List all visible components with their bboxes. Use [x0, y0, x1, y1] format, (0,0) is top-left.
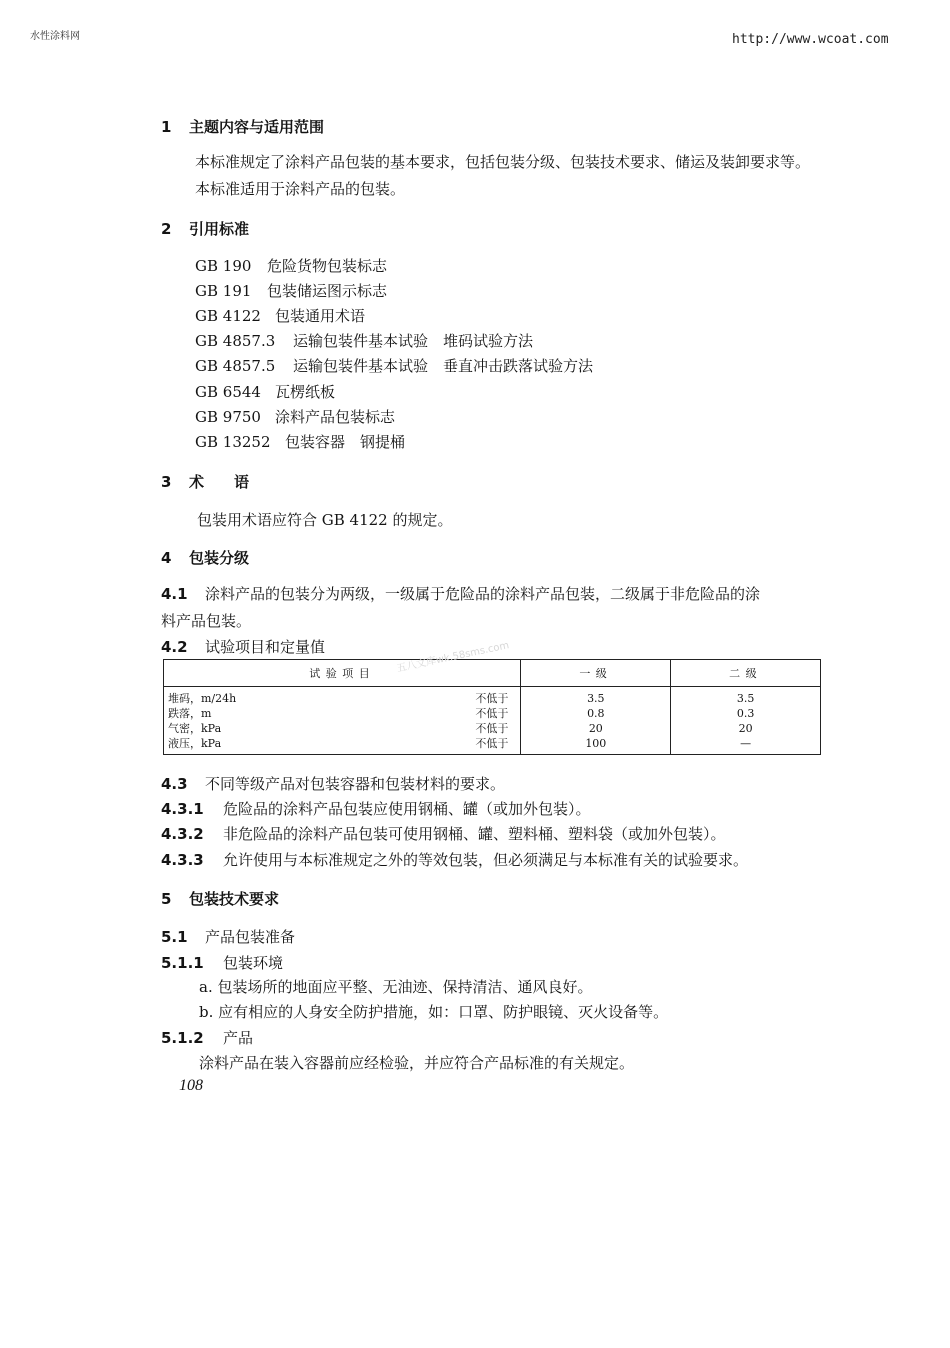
- test-item: 堆码，m/24h: [168, 692, 237, 705]
- test-item-cell: [164, 721, 521, 736]
- clause-text: 非危险品的涂料产品包装可使用钢桶、罐、塑料桶、塑料袋（或加外包装）。: [223, 825, 726, 843]
- site-url[interactable]: http://www.wcoat.com: [732, 32, 889, 47]
- clause-number: 4.3: [161, 775, 188, 793]
- clause-text: 允许使用与本标准规定之外的等效包装，但必须满足与本标准有关的试验要求。: [223, 851, 749, 869]
- clause-number: 4.3.1: [161, 800, 204, 818]
- reference-item: [195, 431, 405, 452]
- grade-1-value: 0.8: [521, 706, 671, 721]
- clause-text: 不同等级产品对包装容器和包装材料的要求。: [205, 775, 506, 793]
- test-item: 跌落，m: [168, 707, 212, 720]
- section-number: 4: [161, 549, 172, 567]
- reference-code: GB 13252: [195, 433, 271, 451]
- paragraph: 包装用术语应符合 GB 4122 的规定。: [197, 511, 453, 529]
- clause-5-1: [161, 926, 295, 947]
- clause-text: 涂料产品的包装分为两级，一级属于危险品的涂料产品包装，二级属于非危险品的涂: [205, 585, 761, 603]
- clause-number: 5.1: [161, 928, 188, 946]
- clause-continuation: 料产品包装。: [161, 612, 252, 630]
- grade-2-value: 0.3: [671, 706, 821, 721]
- condition: 不低于: [475, 692, 509, 705]
- reference-name: 危险货物包装标志: [267, 257, 388, 275]
- condition: 不低于: [475, 722, 509, 735]
- section-2-heading: [161, 218, 249, 239]
- grade-1-value: 3.5: [521, 687, 671, 707]
- clause-number: 4.3.2: [161, 825, 204, 843]
- table-row: [164, 721, 821, 736]
- reference-item: [195, 280, 387, 301]
- table-row: [164, 706, 821, 721]
- clause-text: 产品包装准备: [205, 928, 296, 946]
- reference-name: 包装储运图示标志: [267, 282, 388, 300]
- clause-4-1: [161, 583, 760, 604]
- clause-text: 包装环境: [223, 954, 284, 972]
- section-title: 引用标准: [189, 220, 250, 238]
- section-title: 术 语: [189, 473, 250, 491]
- clause-5-1-1: [161, 952, 283, 973]
- reference-name: 包装容器 钢提桶: [285, 433, 406, 451]
- reference-item: [195, 330, 533, 351]
- list-item-b: b. 应有相应的人身安全防护措施，如：口罩、防护眼镜、灭火设备等。: [199, 1003, 669, 1021]
- clause-text: 危险品的涂料产品包装应使用钢桶、罐（或加外包装）。: [223, 800, 591, 818]
- reference-item: [195, 406, 395, 427]
- test-values-table: [163, 659, 821, 755]
- clause-number: 4.1: [161, 585, 188, 603]
- reference-code: GB 4857.5: [195, 357, 276, 375]
- test-item: 气密，kPa: [168, 722, 222, 735]
- column-header: 一级: [521, 660, 671, 687]
- grade-2-value: —: [671, 736, 821, 755]
- clause-number: 5.1.1: [161, 954, 204, 972]
- grade-2-value: 20: [671, 721, 821, 736]
- reference-name: 涂料产品包装标志: [275, 408, 396, 426]
- test-item-cell: [164, 687, 521, 707]
- section-title: 包装技术要求: [189, 890, 280, 908]
- section-title: 主题内容与适用范围: [189, 118, 325, 136]
- section-5-heading: [161, 888, 279, 909]
- reference-name: 瓦楞纸板: [275, 383, 336, 401]
- column-header: 二级: [671, 660, 821, 687]
- reference-code: GB 4857.3: [195, 332, 276, 350]
- reference-item: [195, 255, 387, 276]
- section-3-heading: [161, 471, 249, 492]
- test-item-cell: [164, 706, 521, 721]
- reference-code: GB 4122: [195, 307, 261, 325]
- table-header-row: [164, 660, 821, 687]
- grade-1-value: 100: [521, 736, 671, 755]
- table-row: [164, 687, 821, 707]
- clause-4-3-1: [161, 798, 591, 819]
- paragraph: 涂料产品在装入容器前应经检验，并应符合产品标准的有关规定。: [199, 1054, 635, 1072]
- section-1-heading: [161, 116, 324, 137]
- reference-code: GB 9750: [195, 408, 261, 426]
- section-number: 3: [161, 473, 172, 491]
- section-number: 2: [161, 220, 172, 238]
- column-header: 试验项目: [164, 660, 521, 687]
- test-item-cell: [164, 736, 521, 755]
- grade-1-value: 20: [521, 721, 671, 736]
- reference-item: [195, 305, 365, 326]
- table-row: [164, 736, 821, 755]
- clause-number: 5.1.2: [161, 1029, 204, 1047]
- site-name: 水性涂料网: [30, 31, 80, 42]
- clause-4-3-2: [161, 823, 726, 844]
- reference-code: GB 6544: [195, 383, 261, 401]
- condition: 不低于: [475, 707, 509, 720]
- section-number: 5: [161, 890, 172, 908]
- test-item: 液压，kPa: [168, 737, 222, 750]
- reference-name: 包装通用术语: [275, 307, 366, 325]
- reference-code: GB 190: [195, 257, 252, 275]
- paragraph: 本标准适用于涂料产品的包装。: [195, 180, 406, 198]
- clause-4-3: [161, 773, 505, 794]
- paragraph: 本标准规定了涂料产品包装的基本要求，包括包装分级、包装技术要求、储运及装卸要求等。: [195, 153, 811, 171]
- clause-number: 4.2: [161, 638, 188, 656]
- reference-name: 运输包装件基本试验 垂直冲击跌落试验方法: [293, 357, 594, 375]
- reference-name: 运输包装件基本试验 堆码试验方法: [293, 332, 534, 350]
- condition: 不低于: [475, 737, 509, 750]
- clause-number: 4.3.3: [161, 851, 204, 869]
- reference-item: [195, 355, 593, 376]
- clause-4-3-3: [161, 849, 748, 870]
- list-item-a: a. 包装场所的地面应平整、无油迹、保持清洁、通风良好。: [199, 978, 593, 996]
- grade-2-value: 3.5: [671, 687, 821, 707]
- section-title: 包装分级: [189, 549, 250, 567]
- reference-item: [195, 381, 335, 402]
- section-4-heading: [161, 547, 249, 568]
- page-number: 108: [179, 1077, 203, 1094]
- watermark: 五八文库wk.58sms.com: [395, 640, 511, 675]
- clause-4-2: [161, 636, 325, 657]
- clause-text: 产品: [223, 1029, 254, 1047]
- clause-text: 试验项目和定量值: [205, 638, 326, 656]
- section-number: 1: [161, 118, 172, 136]
- reference-code: GB 191: [195, 282, 252, 300]
- clause-5-1-2: [161, 1027, 253, 1048]
